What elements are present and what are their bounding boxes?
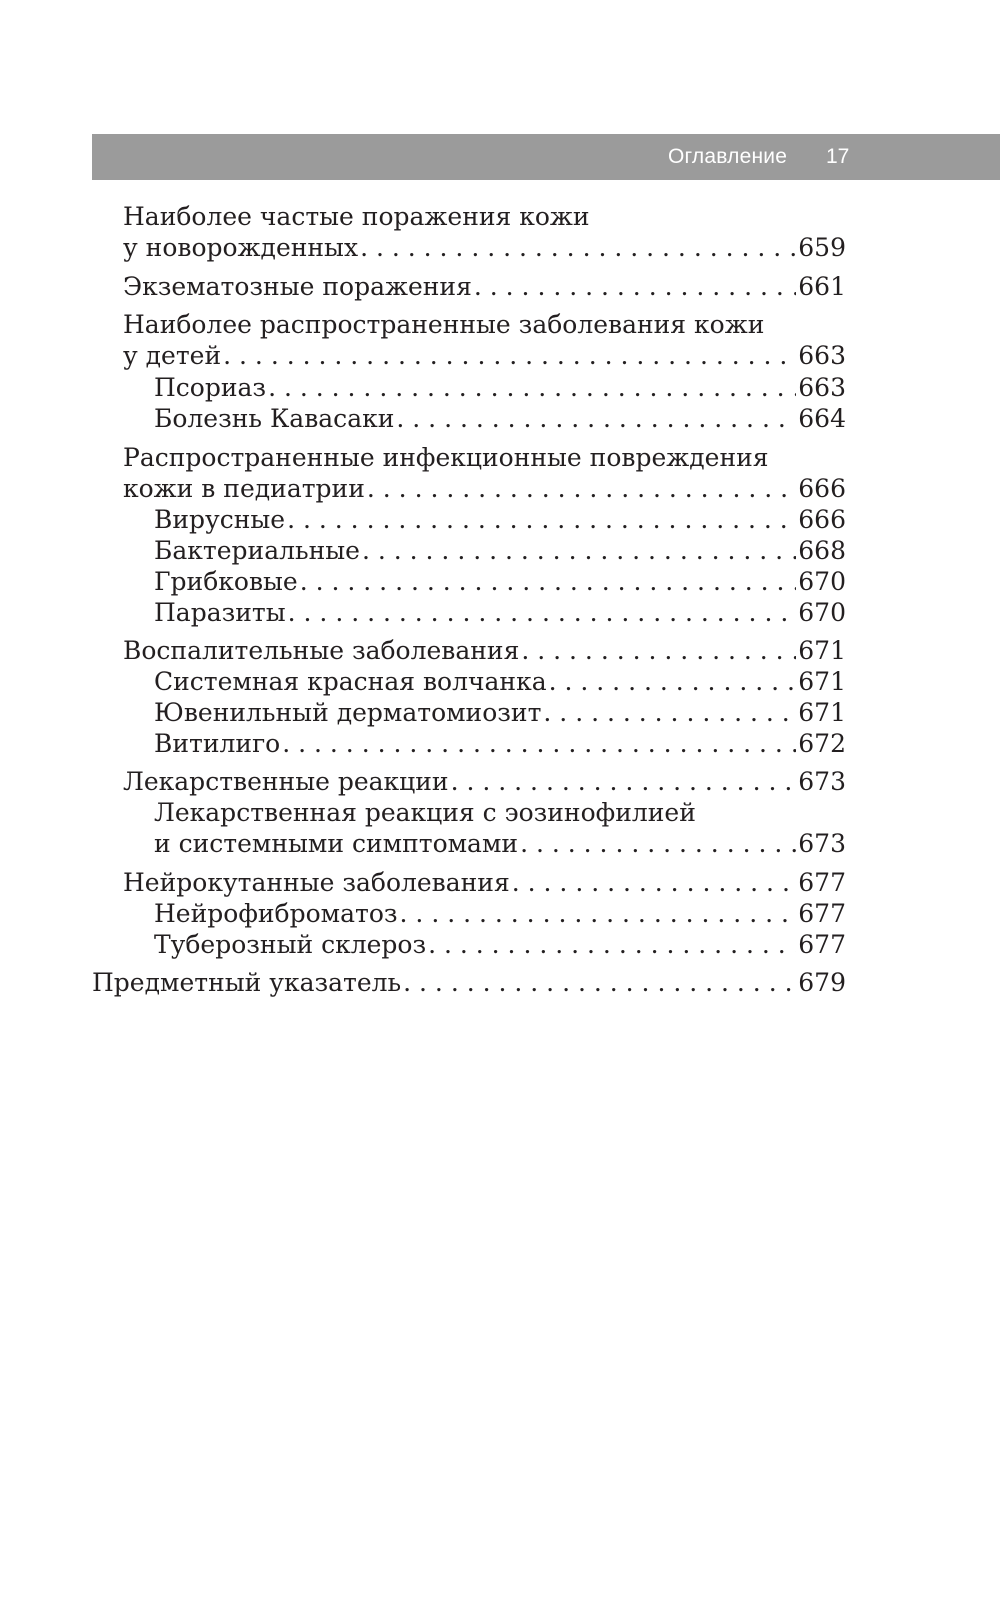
toc-entry-title: Лекарственные реакции bbox=[123, 767, 449, 796]
toc-entry-page: 663 bbox=[798, 373, 846, 402]
toc-leader-dots bbox=[474, 272, 796, 302]
toc-entry-page: 673 bbox=[798, 829, 846, 858]
toc-entry-page: 666 bbox=[798, 474, 846, 503]
toc-entry-title: Болезнь Кавасаки bbox=[154, 404, 395, 433]
toc-leader-dots bbox=[282, 729, 796, 759]
toc-entry[interactable] bbox=[123, 767, 846, 797]
toc-leader-dots bbox=[549, 667, 797, 697]
toc-entry-title-line: Наиболее частые поражения кожи bbox=[123, 202, 590, 231]
toc-leader-dots bbox=[288, 598, 797, 628]
toc-entry-title-line: Наиболее распространенные заболевания кожи bbox=[123, 310, 765, 339]
toc-entry-page: 668 bbox=[798, 536, 846, 565]
toc-entry-page: 671 bbox=[798, 636, 846, 665]
toc-subentry[interactable] bbox=[154, 567, 846, 597]
toc-leader-dots bbox=[362, 536, 796, 566]
toc-entry-page: 677 bbox=[798, 868, 846, 897]
toc-entry-title: Ювенильный дерматомиозит bbox=[154, 698, 542, 727]
toc-entry-page: 666 bbox=[798, 505, 846, 534]
toc-leader-dots bbox=[400, 899, 797, 929]
toc-subentry[interactable] bbox=[154, 598, 846, 628]
toc-entry-title: Нейрокутанные заболевания bbox=[123, 868, 510, 897]
toc-leader-dots bbox=[367, 474, 796, 504]
toc-entry[interactable] bbox=[123, 868, 846, 898]
toc-subentry[interactable] bbox=[154, 536, 846, 566]
toc-entry-page: 671 bbox=[798, 698, 846, 727]
toc-entry-title-line: Лекарственная реакция с эозинофилией bbox=[154, 798, 696, 827]
toc-entry[interactable] bbox=[123, 341, 846, 371]
toc-entry[interactable] bbox=[123, 272, 846, 302]
toc-entry-title: кожи в педиатрии bbox=[123, 474, 365, 503]
toc-leader-dots bbox=[287, 505, 796, 535]
toc-leader-dots bbox=[396, 404, 796, 434]
toc-entry-page: 664 bbox=[798, 404, 846, 433]
toc-leader-dots bbox=[403, 968, 796, 998]
toc-entry-title: и системными симптомами bbox=[154, 829, 519, 858]
toc-subentry[interactable] bbox=[154, 698, 846, 728]
running-header-title: Оглавление bbox=[668, 145, 788, 168]
toc-subentry[interactable] bbox=[154, 667, 846, 697]
toc-subentry[interactable] bbox=[154, 404, 846, 434]
toc-entry-index[interactable] bbox=[92, 968, 846, 998]
toc-entry[interactable] bbox=[123, 474, 846, 504]
toc-leader-dots bbox=[543, 698, 796, 728]
toc-entry-page: 670 bbox=[798, 567, 846, 596]
toc-leader-dots bbox=[223, 341, 796, 371]
toc-leader-dots bbox=[268, 373, 796, 403]
toc-leader-dots bbox=[360, 233, 796, 263]
toc-subentry[interactable] bbox=[154, 899, 846, 929]
toc-entry-page: 671 bbox=[798, 667, 846, 696]
toc-entry-title: Вирусные bbox=[154, 505, 286, 534]
toc-subentry[interactable] bbox=[154, 930, 846, 960]
toc-entry[interactable] bbox=[123, 233, 846, 263]
toc-subentry[interactable] bbox=[154, 505, 846, 535]
toc-leader-dots bbox=[428, 930, 796, 960]
toc-entry-page: 672 bbox=[798, 729, 846, 758]
toc-subentry[interactable] bbox=[154, 729, 846, 759]
toc-entry-title: у детей bbox=[123, 341, 222, 370]
toc-entry-page: 677 bbox=[798, 930, 846, 959]
toc-entry-title: Грибковые bbox=[154, 567, 298, 596]
toc-entry-page: 670 bbox=[798, 598, 846, 627]
toc-entry-title: у новорожденных bbox=[123, 233, 359, 262]
toc-entry-page: 661 bbox=[798, 272, 846, 301]
toc-entry-title: Нейрофиброматоз bbox=[154, 899, 398, 928]
running-header-page-number: 17 bbox=[826, 145, 850, 168]
toc-leader-dots bbox=[520, 829, 796, 859]
toc-leader-dots bbox=[521, 636, 796, 666]
toc-entry-title: Псориаз bbox=[154, 373, 267, 402]
toc-entry-title: Бактериальные bbox=[154, 536, 360, 565]
toc-leader-dots bbox=[512, 868, 797, 898]
toc-subentry[interactable] bbox=[154, 373, 846, 403]
toc-entry-page: 663 bbox=[798, 341, 846, 370]
toc-entry-title: Системная красная волчанка bbox=[154, 667, 547, 696]
toc-entry[interactable] bbox=[123, 636, 846, 666]
toc-entry-title: Экзематозные поражения bbox=[123, 272, 472, 301]
toc-entry-title: Паразиты bbox=[154, 598, 286, 627]
toc-leader-dots bbox=[300, 567, 797, 597]
toc-entry-page: 677 bbox=[798, 899, 846, 928]
toc-entry-title-line: Распространенные инфекционные повреждения bbox=[123, 443, 769, 472]
toc-entry-page: 659 bbox=[798, 233, 846, 262]
toc-entry-page: 673 bbox=[798, 767, 846, 796]
toc-subentry[interactable] bbox=[154, 829, 846, 859]
toc-entry-title: Воспалительные заболевания bbox=[123, 636, 520, 665]
toc-leader-dots bbox=[451, 767, 797, 797]
toc-entry-page: 679 bbox=[798, 968, 846, 997]
toc-entry-title: Витилиго bbox=[154, 729, 281, 758]
toc-entry-title: Туберозный склероз bbox=[154, 930, 427, 959]
toc-entry-title: Предметный указатель bbox=[92, 968, 402, 997]
